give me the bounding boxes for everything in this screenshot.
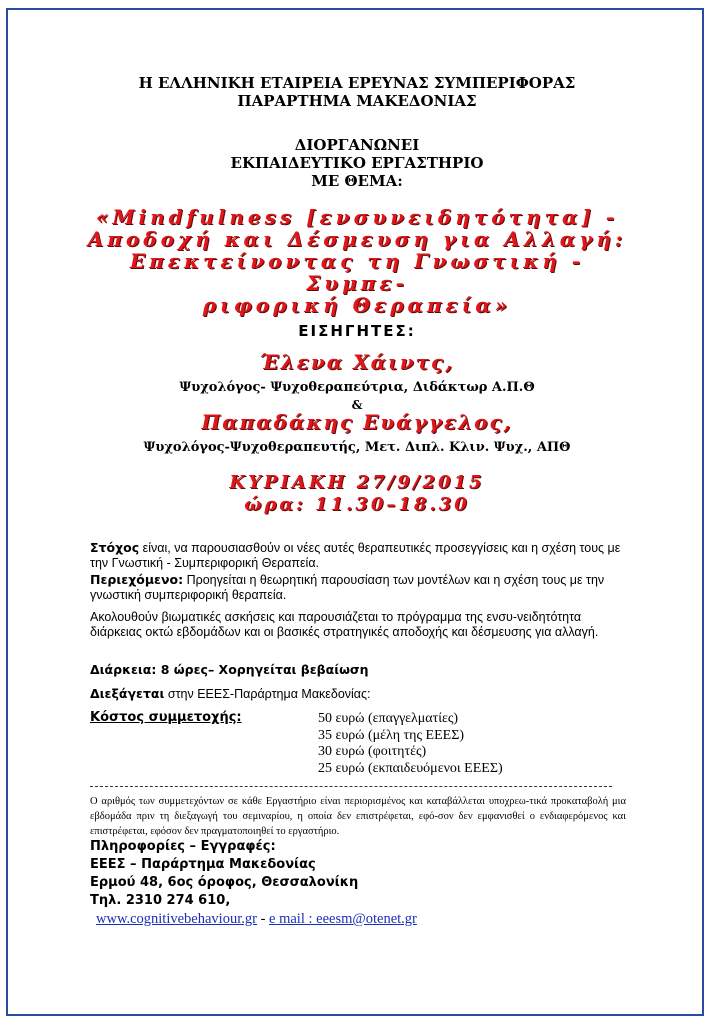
subject-label: ΜΕ ΘΕΜΑ:: [311, 172, 403, 190]
cost-item: 25 ευρώ (εκπαιδευόμενοι ΕΕΕΣ): [318, 760, 503, 776]
venue-line: [90, 686, 630, 702]
goal-text: είναι, να παρουσιασθούν οι νέες αυτές θεραπευτικές προσεγγίσεις και η σχέση τους με την Γνωστική - Συμπεριφορική Θεραπεία.: [90, 541, 621, 570]
website-link[interactable]: www.cognitivebehaviour.gr: [96, 911, 257, 927]
venue-text: στην ΕΕΕΣ-Παράρτημα Μακεδονίας:: [164, 687, 371, 701]
content-paragraph: [90, 572, 630, 603]
exercises-paragraph: Ακολουθούν βιωματικές ασκήσεις και παρουσιάζεται το πρόγραμμα της ενσυ-νειδητότητα διάρκειας οκτώ εβδομάδων και οι βασικές στρατηγικές αποδοχής και δέσμευσης για αλλαγή.: [90, 610, 599, 639]
contact-org: ΕΕΕΣ – Παράρτημα Μακεδονίας: [90, 857, 316, 872]
org-branch: ΠΑΡΑΡΤΗΜΑ ΜΑΚΕΔΟΝΙΑΣ: [237, 92, 477, 110]
event-time: ώρα: 11.30–18.30: [244, 494, 470, 515]
speakers-ampersand: &: [351, 398, 363, 412]
divider: [90, 786, 612, 787]
contact-heading: Πληροφορίες – Εγγραφές:: [90, 839, 276, 854]
cost-list: [318, 711, 503, 777]
content-label: Περιεχόμενο:: [90, 572, 184, 587]
goal-paragraph: [90, 540, 630, 571]
workshop-title: [80, 206, 634, 316]
venue-label: Διεξάγεται: [90, 686, 165, 701]
title-line-1: «Mindfulness [ενσυνειδητότητα] -: [95, 205, 619, 229]
workshop-label: ΕΚΠΑΙΔΕΥΤΙΚΟ ΕΡΓΑΣΤΗΡΙΟ: [230, 154, 484, 172]
contact-address: Ερμού 48, 6ος όροφος, Θεσσαλονίκη: [90, 875, 359, 890]
org-name: Η ΕΛΛΗΝΙΚΗ ΕΤΑΙΡΕΙΑ ΕΡΕΥΝΑΣ ΣΥΜΠΕΡΙΦΟΡΑΣ: [138, 74, 576, 92]
speaker-2-name: Παπαδάκης Ευάγγελος,: [201, 410, 513, 434]
cost-item: 30 ευρώ (φοιτητές): [318, 744, 427, 759]
link-separator: -: [256, 911, 270, 927]
email-link[interactable]: e mail : eeesm@otenet.gr: [269, 911, 417, 927]
contact-phone: Τηλ. 2310 274 610,: [90, 893, 231, 908]
event-date: ΚΥΡΙΑΚΗ 27/9/2015: [229, 472, 485, 493]
title-line-3: Επεκτείνοντας τη Γνωστική - Συμπε-: [129, 249, 585, 295]
speaker-2-credentials: Ψυχολόγος-Ψυχοθεραπευτής, Μετ. Διπλ. Κλιν. Ψυχ., ΑΠΘ: [143, 440, 571, 455]
cost-item: 50 ευρώ (επαγγελματίες): [318, 711, 459, 726]
cost-label: Κόστος συμμετοχής:: [90, 710, 242, 725]
duration-line: Διάρκεια: 8 ώρες– Χορηγείται βεβαίωση: [90, 662, 369, 677]
title-line-4: ριφορική Θεραπεία»: [202, 293, 512, 317]
speakers-heading: ΕΙΣΗΓΗΤΕΣ:: [298, 322, 416, 340]
speaker-1-name: Έλενα Χάιντς,: [259, 350, 455, 374]
speaker-1-credentials: Ψυχολόγος- Ψυχοθεραπεύτρια, Διδάκτωρ Α.Π.Θ: [179, 380, 535, 395]
title-line-2: Αποδοχή και Δέσμευση για Αλλαγή:: [87, 227, 627, 251]
content-text: Προηγείται η θεωρητική παρουσίαση των μοντέλων και η σχέση τους με την γνωστική συμπεριφορική θεραπεία.: [90, 573, 605, 602]
organizes-label: ΔΙΟΡΓΑΝΩΝΕΙ: [294, 136, 420, 154]
cost-item: 35 ευρώ (μέλη της ΕΕΕΣ): [318, 727, 465, 743]
contact-links: [96, 910, 417, 928]
registration-note: Ο αριθμός των συμμετεχόντων σε κάθε Εργαστήριο είναι περιορισμένος και καταβάλλεται υποχρεω-τικά προκαταβολή μια εβδομάδα πριν τη διεξαγωγή του σεμιναρίου, η οποία δεν επιστρέφεται, εφό-σον δεν εμφανισθεί ο ενδιαφερόμενος και επιστρέφεται, εφόσον δεν πραγματοποιηθεί το εργαστήριο.: [90, 796, 626, 837]
goal-label: Στόχος: [90, 540, 140, 555]
